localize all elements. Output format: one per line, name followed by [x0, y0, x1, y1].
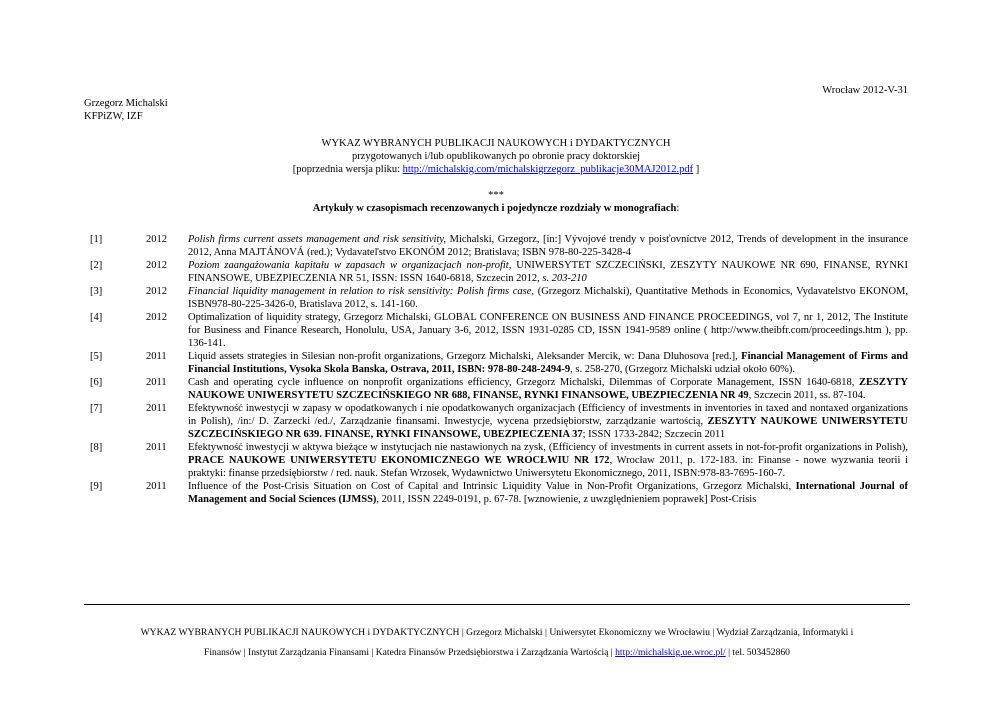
citation-fragment: Cash and operating cycle influence on nonprofit organizations efficiency, Grzegorz Michalski, Dilemmas of Corporate Management, ISSN 1640-6818, — [188, 377, 859, 388]
author-block — [84, 97, 168, 123]
publication-entry — [84, 441, 908, 480]
author-unit: KFPiZW, IZF — [84, 111, 143, 122]
previous-version-link[interactable]: http://michalskig.com/michalskigrzegorz_publikacje30MAJ2012.pdf — [402, 164, 694, 175]
entry-year: 2012 — [146, 312, 167, 323]
footer-line-2-prefix: Finansów | Instytut Zarządzania Finansami | Katedra Finansów Przedsiębiorstwa i Zarządzania Wartością | — [204, 647, 616, 658]
citation-fragment: Poziom zaangażowania kapitału w zapasach w organizacjach non-profit, — [188, 260, 512, 271]
section-separator: *** — [488, 190, 504, 201]
entry-year: 2012 — [146, 234, 167, 245]
publication-list — [84, 233, 908, 506]
entry-citation — [188, 376, 908, 402]
entry-year: 2011 — [146, 403, 167, 414]
footer-line-1: WYKAZ WYBRANYCH PUBLIKACJI NAUKOWYCH i DYDAKTYCZNYCH | Grzegorz Michalski | Uniwersytet Ekonomiczny we Wrocławiu | Wydział Zarządzania, Informatyki i — [140, 627, 854, 638]
entry-number: [1] — [90, 234, 103, 245]
page-footer — [84, 623, 910, 663]
section-heading-colon: : — [676, 203, 680, 214]
citation-fragment: UNIWERSYTET SZCZECIŃSKI, ZESZYTY NAUKOWE NR 690, FINANSE, RYNKI FINANSOWE, UBEZPIECZENIA NR 51, ISSN: ISSN 1640-6818, Szczecin 2012, — [188, 260, 908, 284]
previous-version-prefix: [poprzednia wersja pliku: — [292, 164, 403, 175]
citation-fragment: ZESZYTY NAUKOWE UNIWERSYTETU SZCZECIŃSKIEGO NR 639. FINANSE, RYNKI FINANSOWE, UBEZPIECZENIA 37 — [188, 416, 908, 440]
citation-fragment: ; ISSN 1733-2842; Szczecin 2011 — [582, 429, 726, 440]
entry-year: 2011 — [146, 351, 167, 362]
citation-fragment: Efektywność inwestycji w aktywa bieżące w instytucjach nie nastawionych na zysk, (Efficiency of investments in current assets in not-for-profit organizations in Polish), — [188, 442, 908, 453]
entry-number: [6] — [90, 377, 103, 388]
entry-year: 2011 — [146, 377, 167, 388]
entry-year: 2012 — [146, 260, 167, 271]
publication-entry — [84, 350, 908, 376]
footer-line-2-suffix: | tel. 503452860 — [725, 647, 790, 658]
entry-citation — [188, 259, 908, 285]
previous-version-suffix: ] — [693, 164, 700, 175]
footer-line-2 — [84, 643, 910, 663]
citation-fragment: , Wrocław 2011, p. 172-183. in: Finanse - nowe wyzwania teorii i praktyki: finanse przedsiębiorstw / red. nauk. Stefan Wrzosek, Wydawnictwo Uniwersytetu Ekonomicznego, 2011, ISBN:978-83-7695-160-7. — [188, 455, 908, 479]
document-title: WYKAZ WYBRANYCH PUBLIKACJI NAUKOWYCH i DYDAKTYCZNYCH — [321, 138, 671, 149]
citation-fragment: , 2011, ISSN 2249-0191, p. 67-78. [wznowienie, z uwzględnieniem poprawek] Post-Crisis — [376, 494, 757, 505]
section-heading-line — [84, 202, 908, 215]
citation-fragment: PRACE NAUKOWE UNIWERSYTETU EKONOMICZNEGO WE WROCŁWIU NR 172 — [188, 455, 610, 466]
entry-citation — [188, 285, 908, 311]
publication-entry — [84, 259, 908, 285]
citation-fragment: Polish firms current assets management and risk sensitivity, — [188, 234, 447, 245]
previous-version-line — [84, 163, 908, 176]
citation-fragment: Michalski, Grzegorz, [in:] Vývojové trendy v poisťovníctve 2012, Trends of development in the insurance 2012, Anna MAJTÁNOVÁ (red.); Vydavateľstvo EKONÓM 2012; Bratislava; ISBN 978-80-225-3428-4 — [188, 234, 908, 258]
entry-year: 2011 — [146, 481, 167, 492]
entry-number: [9] — [90, 481, 103, 492]
citation-fragment: Liquid assets strategies in Silesian non-profit organizations, Grzegorz Michalski, Aleksander Mercik, w: Dana Dluhosova [red.], — [188, 351, 742, 362]
citation-fragment: s. 203-210 — [542, 273, 587, 284]
citation-fragment: , s. 258-270, (Grzegorz Michalski udział około 60%). — [570, 364, 795, 375]
document-date: Wrocław 2012-V-31 — [822, 85, 908, 96]
citation-fragment: ZESZYTY NAUKOWE UNIWERSYTETU SZCZECIŃSKIEGO NR 688, FINANSE, RYNKI FINANSOWE, UBEZPIECZENIA NR 49 — [188, 377, 908, 401]
entry-number: [7] — [90, 403, 103, 414]
entry-year: 2011 — [146, 442, 167, 453]
entry-citation — [188, 480, 908, 506]
publication-entry — [84, 376, 908, 402]
citation-fragment: Efektywność inwestycji w zapasy w opodatkowanych i nie opodatkowanych organizacjach (Efficiency of investments in inventories in taxed and nontaxed organizations in Polish), /in:/ D. Zarzecki /ed./, Zarządzanie finansami. Inwestycje, wycena przedsiębiorstw, zarządzanie wartością, — [188, 403, 908, 427]
entry-citation — [188, 402, 908, 441]
publication-entry — [84, 480, 908, 506]
section-heading: Artykuły w czasopismach recenzowanych i pojedyncze rozdziały w monografiach — [312, 203, 677, 214]
footer-website-link[interactable]: http://michalskig.ue.wroc.pl/ — [615, 647, 726, 658]
citation-fragment: Financial liquidity management in relation to risk sensitivity: Polish firms case, — [188, 286, 535, 297]
entry-citation — [188, 311, 908, 350]
document-subtitle: przygotowanych i/lub opublikowanych po obronie pracy doktorskiej — [351, 151, 641, 162]
citation-fragment: International Journal of Management and Social Sciences (IJMSS) — [188, 481, 909, 505]
entry-number: [2] — [90, 260, 103, 271]
entry-number: [4] — [90, 312, 103, 323]
publication-entry — [84, 402, 908, 441]
entry-citation — [188, 233, 908, 259]
entry-year: 2012 — [146, 286, 167, 297]
entry-citation — [188, 441, 908, 480]
citation-fragment: Financial Management of Firms and Financial Institutions, Vysoka Skola Banska, Ostrava, 2011, ISBN: 978-80-248-2494-9 — [188, 351, 908, 375]
footer-divider — [84, 604, 910, 605]
entry-number: [8] — [90, 442, 103, 453]
citation-fragment: , Szczecin 2011, ss. 87-104. — [748, 390, 866, 401]
publication-entry — [84, 233, 908, 259]
entry-number: [3] — [90, 286, 103, 297]
citation-fragment: Optimalization of liquidity strategy, Grzegorz Michalski, GLOBAL CONFERENCE ON BUSINESS AND FINANCE PROCEEDINGS, vol 7, nr 1, 2012, The Institute for Business and Finance Research, Honolulu, USA, January 3-6, 2012, ISSN 1931-0285 CD, ISSN 1941-9589 online ( http://www.theibfr.com/proceedings.htm ), pp. 136-141. — [188, 312, 908, 349]
publication-entry — [84, 285, 908, 311]
citation-fragment: Influence of the Post-Crisis Situation on Cost of Capital and Intrinsic Liquidity Value in Non-Profit Organizations, Grzegorz Michalski, — [188, 481, 796, 492]
publication-entry — [84, 311, 908, 350]
entry-citation — [188, 350, 908, 376]
entry-number: [5] — [90, 351, 103, 362]
citation-fragment: (Grzegorz Michalski), Quantitative Methods in Economics, Vydavatelstvo EKONOM, ISBN978-80-225-3426-0, Bratislava 2012, s. 141-160. — [188, 286, 908, 310]
title-block — [84, 137, 908, 215]
author-name: Grzegorz Michalski — [84, 98, 168, 109]
